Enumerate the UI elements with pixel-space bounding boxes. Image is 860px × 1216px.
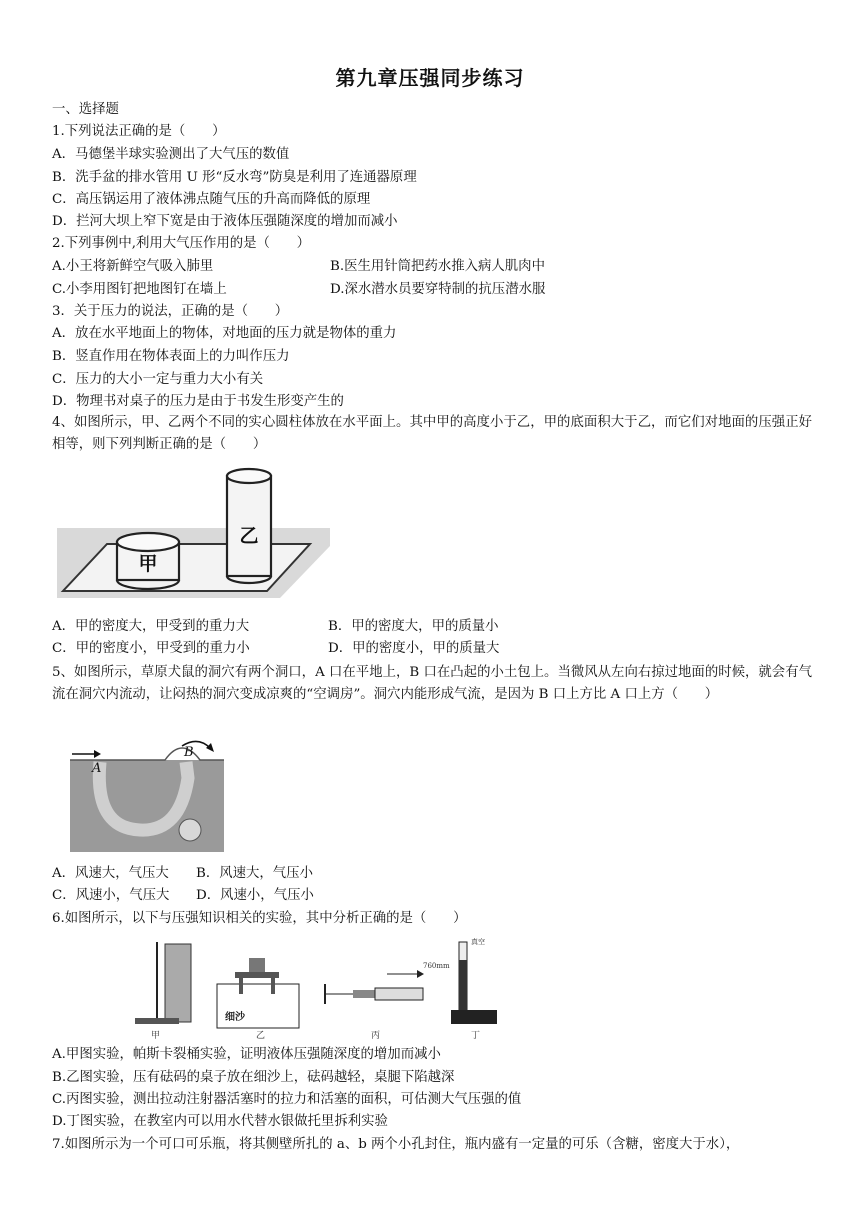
q6-figure-drawing bbox=[135, 937, 497, 1041]
q5-option-d: D．风速小，气压小 bbox=[196, 888, 314, 903]
q6-yi-leg-right bbox=[271, 978, 275, 994]
q4-cylinder-yi-top bbox=[227, 469, 271, 483]
q6-experiments-figure bbox=[125, 934, 510, 1042]
q6-yi-leg-left bbox=[239, 978, 243, 994]
q6-yi-tabletop bbox=[235, 972, 279, 978]
q5-label-a: A bbox=[92, 761, 102, 776]
q6-bing-scale-body bbox=[353, 990, 375, 998]
q4-option-b: B．甲的密度大，甲的质量小 bbox=[328, 619, 499, 634]
q6-jia-base bbox=[135, 1018, 179, 1024]
q5-option-b: B．风速大，气压小 bbox=[196, 866, 313, 881]
q6-option-c: C.丙图实验，测出拉动注射器活塞时的拉力和活塞的面积，可估测大气压强的值 bbox=[52, 1092, 522, 1107]
q1-option-c: C．高压锅运用了液体沸点随气压的升高而降低的原理 bbox=[52, 192, 371, 207]
q1-option-a: A．马德堡半球实验测出了大气压的数值 bbox=[52, 147, 290, 162]
q3-option-b: B．竖直作用在物体表面上的力叫作压力 bbox=[52, 349, 290, 364]
q6-label-sand: 细沙 bbox=[225, 1012, 245, 1023]
q4-label-jia: 甲 bbox=[138, 553, 158, 575]
q6-label-760: 760mm bbox=[423, 962, 450, 970]
q5-option-a: A．风速大，气压大 bbox=[52, 866, 169, 881]
page-title: 第九章压强同步练习 bbox=[335, 66, 525, 90]
q5-burrow-chamber bbox=[179, 819, 201, 841]
q6-option-d: D.丁图实验，在教室内可以用水代替水银做托里拆利实验 bbox=[52, 1114, 388, 1129]
q1-option-b: B．洗手盆的排水管用 U 形“反水弯”防臭是利用了连通器原理 bbox=[52, 170, 417, 185]
q1-option-d: D．拦河大坝上窄下宽是由于液体压强随深度的增加而减小 bbox=[52, 214, 398, 229]
q4-tabletop bbox=[63, 544, 310, 591]
q5-option-c: C．风速小，气压大 bbox=[52, 888, 170, 903]
q5-burrow-figure bbox=[70, 738, 225, 854]
q5-outflow-arrowhead bbox=[206, 743, 214, 752]
q6-jia-barrel bbox=[165, 944, 191, 1022]
q6-ding-mercury-column bbox=[459, 960, 467, 1018]
q4-cylinder-jia-top bbox=[117, 533, 179, 551]
q1-stem: 1.下列说法正确的是（ ） bbox=[52, 124, 226, 139]
q5-stem: 5、如图所示，草原犬鼠的洞穴有两个洞口，A 口在平地上，B 口在凸起的小土包上。当微风从左向右掠过地面的时候，就会有气流在洞穴内流动，让闷热的洞穴变成凉爽的“空调房”。洞穴内能形成气流，是因为 B 口上方比 A 口上方（ ） bbox=[52, 665, 812, 702]
q7-stem: 7.如图所示为一个可口可乐瓶，将其侧壁所扎的 a、b 两个小孔封住，瓶内盛有一定量的可乐（含糖，密度大于水）， bbox=[52, 1137, 740, 1152]
q6-option-b: B.乙图实验，压有砝码的桌子放在细沙上，砝码越轻，桌腿下陷越深 bbox=[52, 1070, 455, 1085]
q6-label-ding: 丁 bbox=[471, 1031, 481, 1041]
q4-option-c: C．甲的密度小，甲受到的重力小 bbox=[52, 641, 250, 656]
q3-option-c: C．压力的大小一定与重力大小有关 bbox=[52, 372, 264, 387]
q2-option-d: D.深水潜水员要穿特制的抗压潜水服 bbox=[330, 282, 546, 297]
q6-ding-trough bbox=[451, 1010, 497, 1024]
q4-option-a: A．甲的密度大，甲受到的重力大 bbox=[52, 619, 250, 634]
q6-stem: 6.如图所示，以下与压强知识相关的实验，其中分析正确的是（ ） bbox=[52, 911, 467, 926]
q6-label-bing: 丙 bbox=[371, 1031, 381, 1041]
q6-label-vacuum: 真空 bbox=[471, 938, 485, 946]
q3-option-d: D．物理书对桌子的压力是由于书发生形变产生的 bbox=[52, 394, 344, 409]
q4-figure-drawing bbox=[57, 469, 330, 598]
q6-bing-arrowhead bbox=[417, 970, 424, 978]
q5-figure-drawing bbox=[70, 741, 224, 852]
q5-label-b: B bbox=[184, 745, 194, 760]
q4-label-yi: 乙 bbox=[239, 525, 259, 547]
q3-option-a: A．放在水平地面上的物体，对地面的压力就是物体的重力 bbox=[52, 326, 397, 341]
q4-option-d: D．甲的密度小，甲的质量大 bbox=[328, 641, 500, 656]
q3-stem: 3．关于压力的说法，正确的是（ ） bbox=[52, 304, 289, 319]
q4-cylinders-figure bbox=[55, 466, 335, 606]
q2-stem: 2.下列事例中,利用大气压作用的是（ ） bbox=[52, 236, 311, 251]
q6-option-a: A.甲图实验，帕斯卡裂桶实验，证明液体压强随深度的增加而减小 bbox=[52, 1047, 441, 1062]
q5-wind-arrowhead bbox=[94, 750, 101, 758]
q6-bing-syringe bbox=[375, 988, 423, 1000]
section-heading: 一、选择题 bbox=[52, 102, 119, 117]
q2-option-a: A.小王将新鲜空气吸入肺里 bbox=[52, 259, 214, 274]
q6-yi-weight bbox=[249, 958, 265, 972]
q2-option-b: B.医生用针筒把药水推入病人肌肉中 bbox=[330, 259, 545, 274]
q6-label-jia: 甲 bbox=[151, 1031, 161, 1041]
q2-option-c: C.小李用图钉把地图钉在墙上 bbox=[52, 282, 227, 297]
q6-label-yi: 乙 bbox=[256, 1031, 266, 1041]
q4-stem: 4、如图所示，甲、乙两个不同的实心圆柱体放在水平面上。其中甲的高度小于乙，甲的底面积大于乙，而它们对地面的压强正好相等，则下列判断正确的是（ ） bbox=[52, 415, 812, 452]
